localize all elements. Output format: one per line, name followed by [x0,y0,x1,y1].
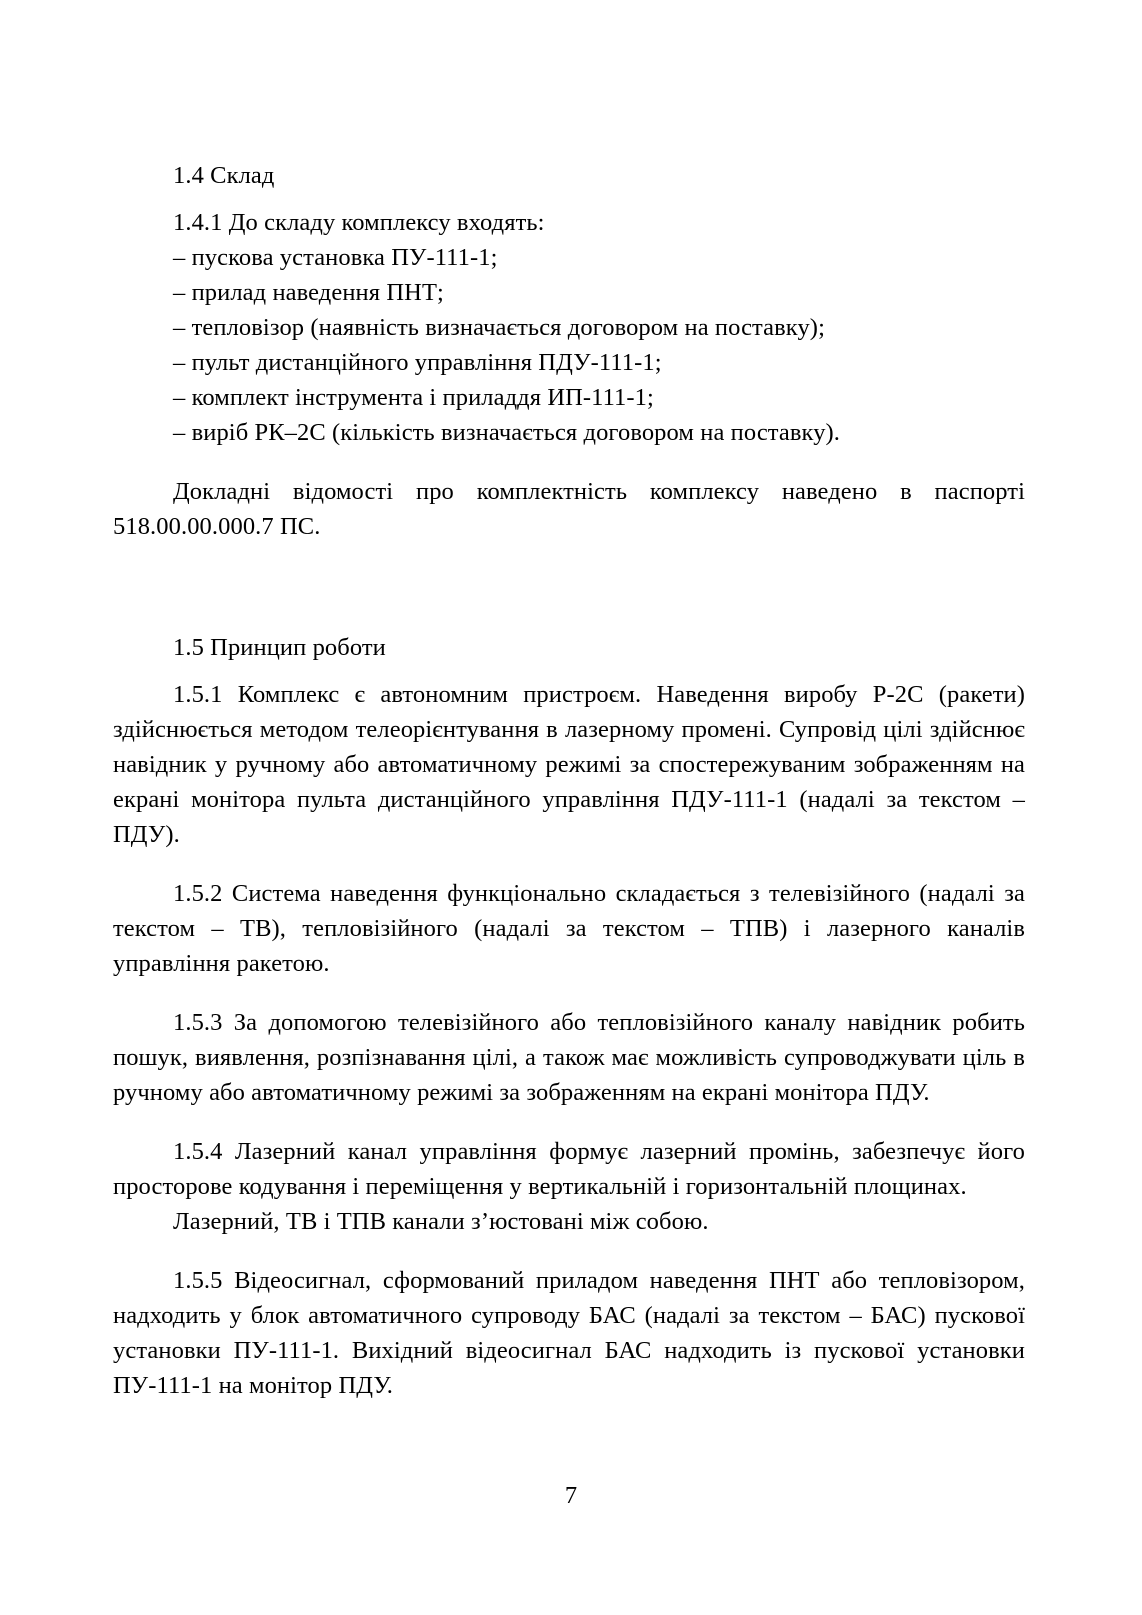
section-1-5 [113,630,1025,1403]
spacer [113,852,1025,876]
list-item: – комплект інструмента і приладдя ИП-111-1; [173,384,654,411]
spacer [113,544,1025,606]
heading-1-5: 1.5 Принцип роботи [173,634,386,661]
spacer [113,665,1025,677]
section-1-4 [113,158,1025,544]
paragraph-1-5-1: 1.5.1 Комплекс є автономним пристроєм. Наведення виробу Р-2С (ракети) здійснюється методом телеорієнтування в лазерному промені. Супровід цілі здійснює навідник у ручному або автоматичному режимі за спостережуваним зображенням на екрані монітора пульта дистанційного управління ПДУ-111-1 (надалі за текстом – ПДУ). [113,681,1025,848]
list-item: – пускова установка ПУ-111-1; [173,244,498,271]
spacer [113,606,1025,630]
page-content [113,158,1025,1403]
heading-1-4: 1.4 Склад [173,162,275,189]
paragraph-1-4-1-intro: 1.4.1 До складу комплексу входять: [173,209,545,236]
spacer [113,1239,1025,1263]
list-item: – тепловізор (наявність визначається договором на поставку); [173,314,825,341]
paragraph-1-5-4-note: Лазерний, ТВ і ТПВ канали з’юстовані між собою. [173,1208,709,1235]
paragraph-1-5-5: 1.5.5 Відеосигнал, сформований приладом наведення ПНТ або тепловізором, надходить у блок автоматичного супроводу БАС (надалі за текстом – БАС) пускової установки ПУ-111-1. Вихідний відеосигнал БАС надходить із пускової установки ПУ-111-1 на монітор ПДУ. [113,1267,1025,1399]
spacer [113,1110,1025,1134]
spacer [113,193,1025,205]
list-item: – прилад наведення ПНТ; [173,279,444,306]
paragraph-1-5-4: 1.5.4 Лазерний канал управління формує лазерний промінь, забезпечує його просторове кодування і переміщення у вертикальній і горизонтальній площинах. [113,1138,1025,1200]
paragraph-1-5-3: 1.5.3 За допомогою телевізійного або тепловізійного каналу навідник робить пошук, виявлення, розпізнавання цілі, а також має можливість супроводжувати ціль в ручному або автоматичному режимі за зображенням на екрані монітора ПДУ. [113,1009,1025,1106]
list-item: – пульт дистанційного управління ПДУ-111-1; [173,349,662,376]
paragraph-1-4-closing: Докладні відомості про комплектність комплексу наведено в паспорті 518.00.00.000.7 ПС. [113,478,1025,540]
page-number: 7 [564,1482,578,1509]
paragraph-1-5-2: 1.5.2 Система наведення функціонально складається з телевізійного (надалі за текстом – ТВ), тепловізійного (надалі за текстом – ТПВ) і лазерного каналів управління ракетою. [113,880,1025,977]
spacer [113,450,1025,474]
list-item: – виріб РК–2С (кількість визначається договором на поставку). [173,419,841,446]
spacer [113,981,1025,1005]
